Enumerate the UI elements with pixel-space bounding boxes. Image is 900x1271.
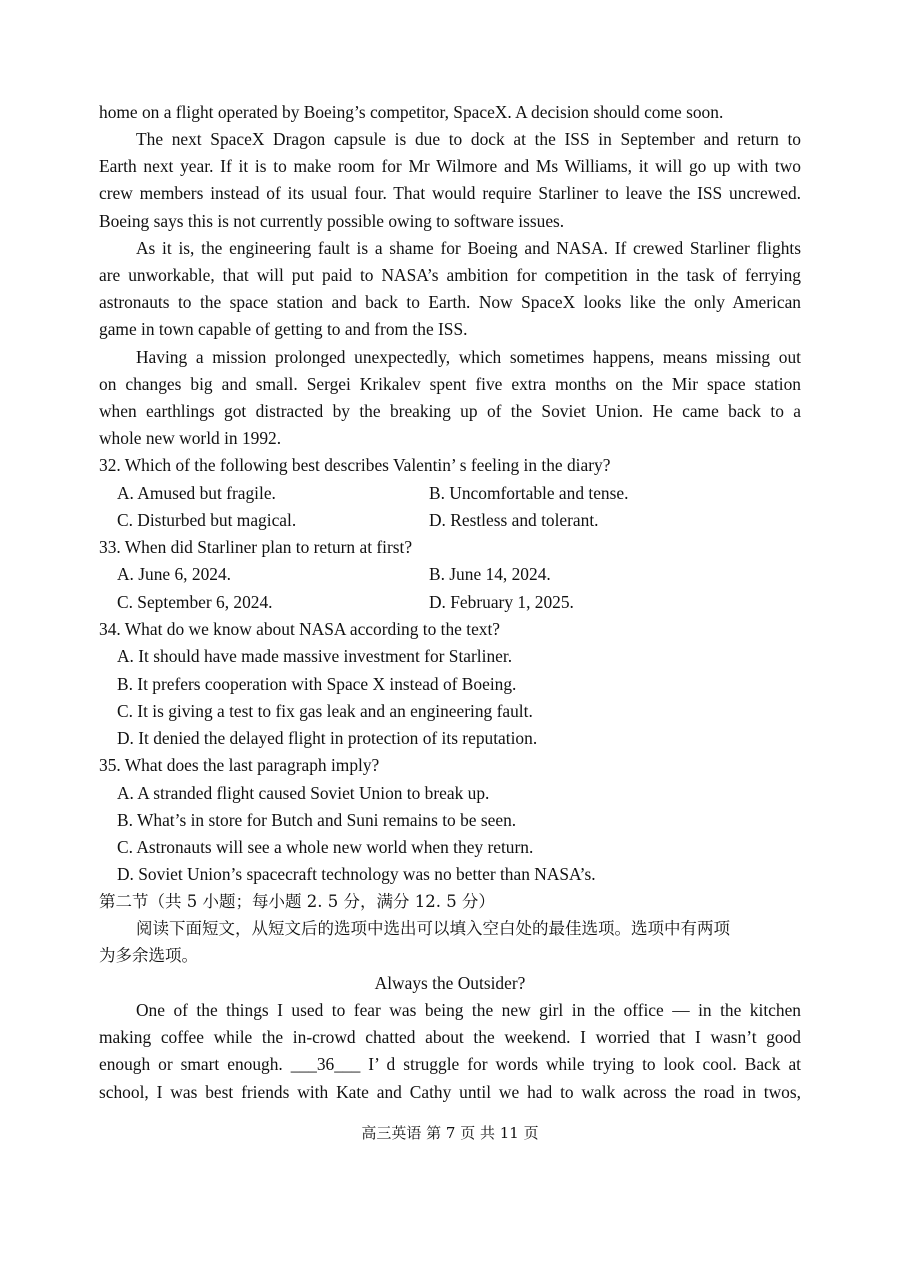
passage-line: making coffee while the in-crowd chatted about the weekend. I worried that I wasn’t good: [99, 1027, 801, 1047]
passage-line: game in town capable of getting to and from the ISS.: [99, 319, 468, 339]
passage-line: Having a mission prolonged unexpectedly, which sometimes happens, means missing out: [136, 347, 801, 367]
question-stem: 33. When did Starliner plan to return at first?: [99, 537, 413, 557]
option-a: A. A stranded flight caused Soviet Union to break up.: [117, 783, 490, 803]
passage-line: The next SpaceX Dragon capsule is due to dock at the ISS in September and return to: [136, 129, 801, 149]
passage-title: Always the Outsider?: [374, 973, 526, 993]
page-footer: 高三英语 第 7 页 共 11 页: [361, 1124, 539, 1142]
option-d: D. It denied the delayed flight in protection of its reputation.: [117, 728, 538, 748]
passage-line: One of the things I used to fear was being the new girl in the office — in the kitchen: [136, 1000, 801, 1020]
section-header: 第二节（共 5 小题；每小题 2. 5 分，满分 12. 5 分）: [99, 892, 495, 911]
option-b: B. Uncomfortable and tense.: [429, 483, 629, 503]
passage-line: school, I was best friends with Kate and Cathy until we had to walk across the road in twos,: [99, 1082, 801, 1102]
option-b: B. What’s in store for Butch and Suni remains to be seen.: [117, 810, 517, 830]
option-b: B. June 14, 2024.: [429, 564, 551, 584]
passage-line: Earth next year. If it is to make room for Mr Wilmore and Ms Williams, it will go up with two: [99, 156, 801, 176]
option-c: C. Astronauts will see a whole new world when they return.: [117, 837, 534, 857]
passage-line: enough or smart enough. ___36___ I’ d struggle for words while trying to look cool. Back at: [99, 1054, 801, 1074]
option-a: A. June 6, 2024.: [117, 564, 231, 584]
question-stem: 32. Which of the following best describes Valentin’ s feeling in the diary?: [99, 455, 611, 475]
section-instruction: 为多余选项。: [99, 946, 198, 965]
option-c: C. September 6, 2024.: [117, 592, 273, 612]
passage-line: Boeing says this is not currently possible owing to software issues.: [99, 211, 565, 231]
question-stem: 34. What do we know about NASA according to the text?: [99, 619, 501, 639]
option-d: D. February 1, 2025.: [429, 592, 574, 612]
option-d: D. Restless and tolerant.: [429, 510, 599, 530]
option-c: C. It is giving a test to fix gas leak and an engineering fault.: [117, 701, 533, 721]
passage-line: As it is, the engineering fault is a shame for Boeing and NASA. If crewed Starliner flights: [136, 238, 801, 258]
option-a: A. It should have made massive investment for Starliner.: [117, 646, 513, 666]
option-b: B. It prefers cooperation with Space X instead of Boeing.: [117, 674, 517, 694]
option-c: C. Disturbed but magical.: [117, 510, 297, 530]
passage-line: whole new world in 1992.: [99, 428, 282, 448]
passage-line: home on a flight operated by Boeing’s competitor, SpaceX. A decision should come soon.: [99, 102, 724, 122]
section-instruction: 阅读下面短文，从短文后的选项中选出可以填入空白处的最佳选项。选项中有两项: [136, 919, 730, 938]
passage-line: crew members instead of its usual four. That would require Starliner to leave the ISS uncrewed.: [99, 183, 801, 203]
option-a: A. Amused but fragile.: [117, 483, 276, 503]
option-d: D. Soviet Union’s spacecraft technology was no better than NASA’s.: [117, 864, 596, 884]
passage-line: on changes big and small. Sergei Krikalev spent five extra months on the Mir space station: [99, 374, 801, 394]
passage-line: when earthlings got distracted by the breaking up of the Soviet Union. He came back to a: [99, 401, 801, 421]
passage-line: astronauts to the space station and back to Earth. Now SpaceX looks like the only American: [99, 292, 801, 312]
passage-line: are unworkable, that will put paid to NASA’s ambition for competition in the task of ferrying: [99, 265, 801, 285]
question-stem: 35. What does the last paragraph imply?: [99, 755, 380, 775]
